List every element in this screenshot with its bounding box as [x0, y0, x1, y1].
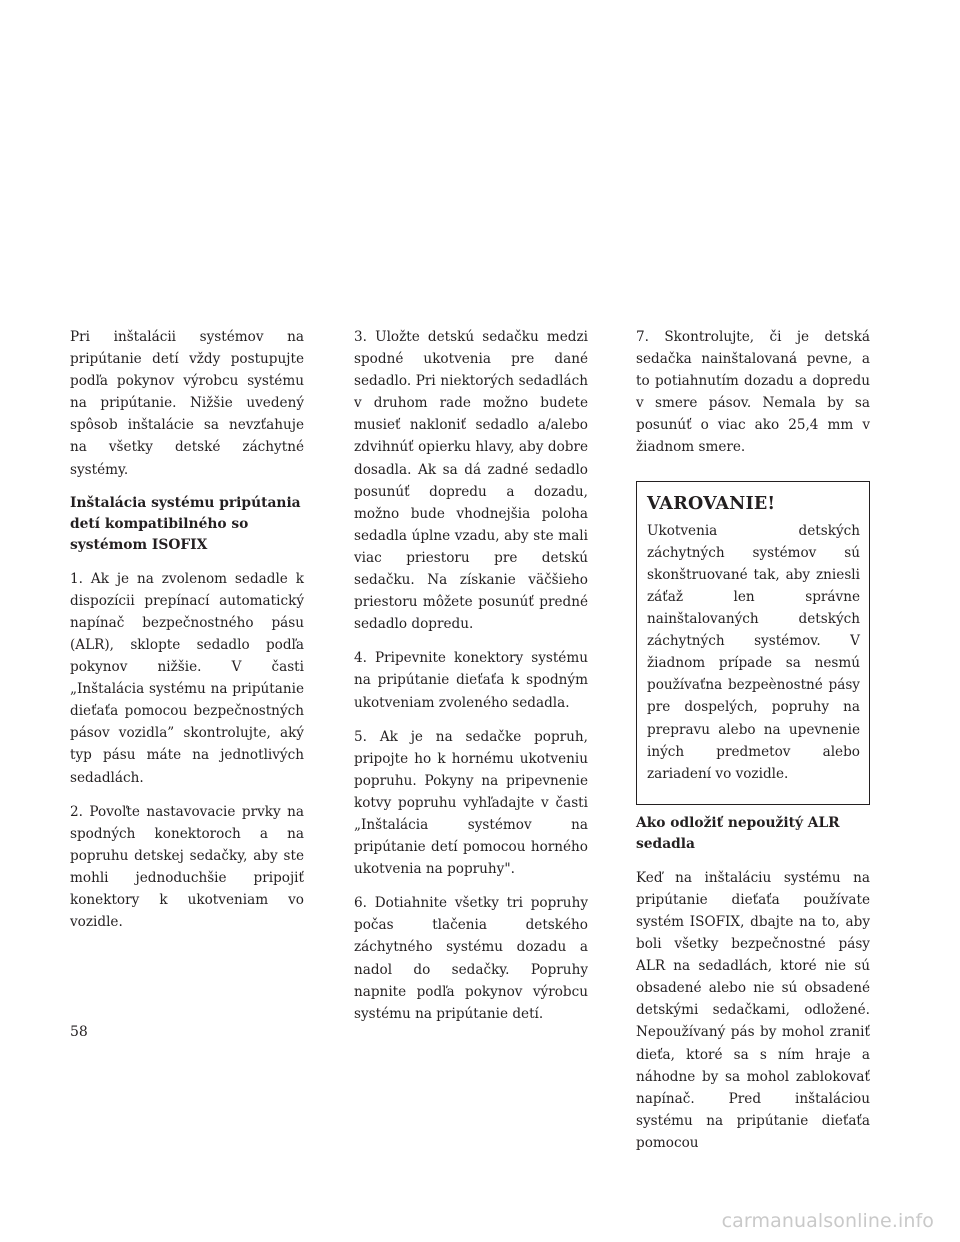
text-column-3 — [636, 326, 870, 1166]
step-3-paragraph: 3. Uložte detskú sedačku medzi spodné ukotvenia pre dané sedadlo. Pri niektorých sedadlách v druhom rade možno budete musieť nakloniť sedadlo a/alebo zdvihnúť opierku hlavy, aby dobre dosadla. Ak sa dá zadné sedadlo posunúť dopredu a dozadu, možno bude vhodnejšia poloha sedadla úplne vzadu, aby ste mali viac priestoru pre detskú sedačku. Na získanie väčšieho priestoru môžete posunúť predné sedadlo dopredu. — [354, 329, 588, 633]
step-5-paragraph: 5. Ak je na sedačke popruh, pripojte ho k hornému ukotveniu popruhu. Pokyny na pripevnenie kotvy popruhu vyhľadajte v časti „Inštalácia systémov na pripútanie detí pomocou horného ukotvenia na popruhy". — [354, 728, 588, 878]
warning-title: VAROVANIE! — [647, 493, 776, 514]
step-6-paragraph: 6. Dotiahnite všetky tri popruhy počas tlačenia detského záchytného systému dozadu a nadol do sedačky. Popruhy napnite podľa pokynov výrobcu systému na pripútanie detí. — [354, 895, 588, 1022]
alr-paragraph: Keď na inštaláciu systému na pripútanie dieťaťa používate systém ISOFIX, dbajte na to, aby boli všetky bezpečnostné pásy ALR na sedadlách, ktoré nie sú obsadené alebo nie sú obsadené detskými sedačkami, odložené. Nepoužívaný pás by mohol zraniť dieťa, ktoré sa s ním hraje a náhodne by sa mohol zablokovať napínač. Pred inštaláciou systému na pripútanie dieťaťa pomocou — [636, 869, 870, 1151]
step-2-paragraph: 2. Povoľte nastavovacie prvky na spodných konektoroch a na popruhu detskej sedačky, aby ste mohli jednoduchšie pripojiť konektory k ukotveniam vo vozidle. — [70, 803, 304, 931]
section-heading-alr: Ako odložiť nepoužitý ALR sedadla — [636, 814, 840, 852]
text-column-2 — [354, 326, 588, 1037]
warning-box — [636, 481, 870, 805]
step-7-paragraph: 7. Skontrolujte, či je detská sedačka nainštalovaná pevne, a to potiahnutím dozadu a dopredu v smere pásov. Nemala by sa posunúť o viac ako 25,4 mm v žiadnom smere. — [636, 329, 870, 456]
step-4-paragraph: 4. Pripevnite konektory systému na pripútanie dieťaťa k spodným ukotveniam zvoleného sedadla. — [354, 650, 588, 711]
intro-paragraph: Pri inštalácii systémov na pripútanie detí vždy postupujte podľa pokynov výrobcu systému na pripútanie. Nižšie uvedený spôsob inštalácie sa nevzťahuje na všetky detské záchytné systémy. — [70, 329, 304, 478]
watermark: carmanualsonline.info — [721, 1210, 934, 1232]
section-heading-isofix: Inštalácia systému pripútania detí kompatibilného so systémom ISOFIX — [70, 494, 301, 553]
text-column-1 — [70, 326, 304, 945]
page-number: 58 — [70, 1024, 88, 1040]
warning-text: Ukotvenia detských záchytných systémov sú skonštruované tak, aby zniesli záťaž len správne nainštalovaných detských záchytných systémov. V žiadnom prípade sa nesmú používaťna bezpeènostné pásy pre dospelých, popruhy na prepravu alebo na upevnenie iných predmetov alebo zariadení vo vozidle. — [647, 522, 860, 782]
step-1-paragraph: 1. Ak je na zvolenom sedadle k dispozícii prepínací automatický napínač bezpečnostného pásu (ALR), sklopte sedadlo podľa pokynov nižšie. V časti „Inštalácia systému na pripútanie dieťaťa pomocou bezpečnostných pásov vozidla” skontrolujte, aký typ pásu máte na jednotlivých sedadlách. — [70, 570, 304, 786]
